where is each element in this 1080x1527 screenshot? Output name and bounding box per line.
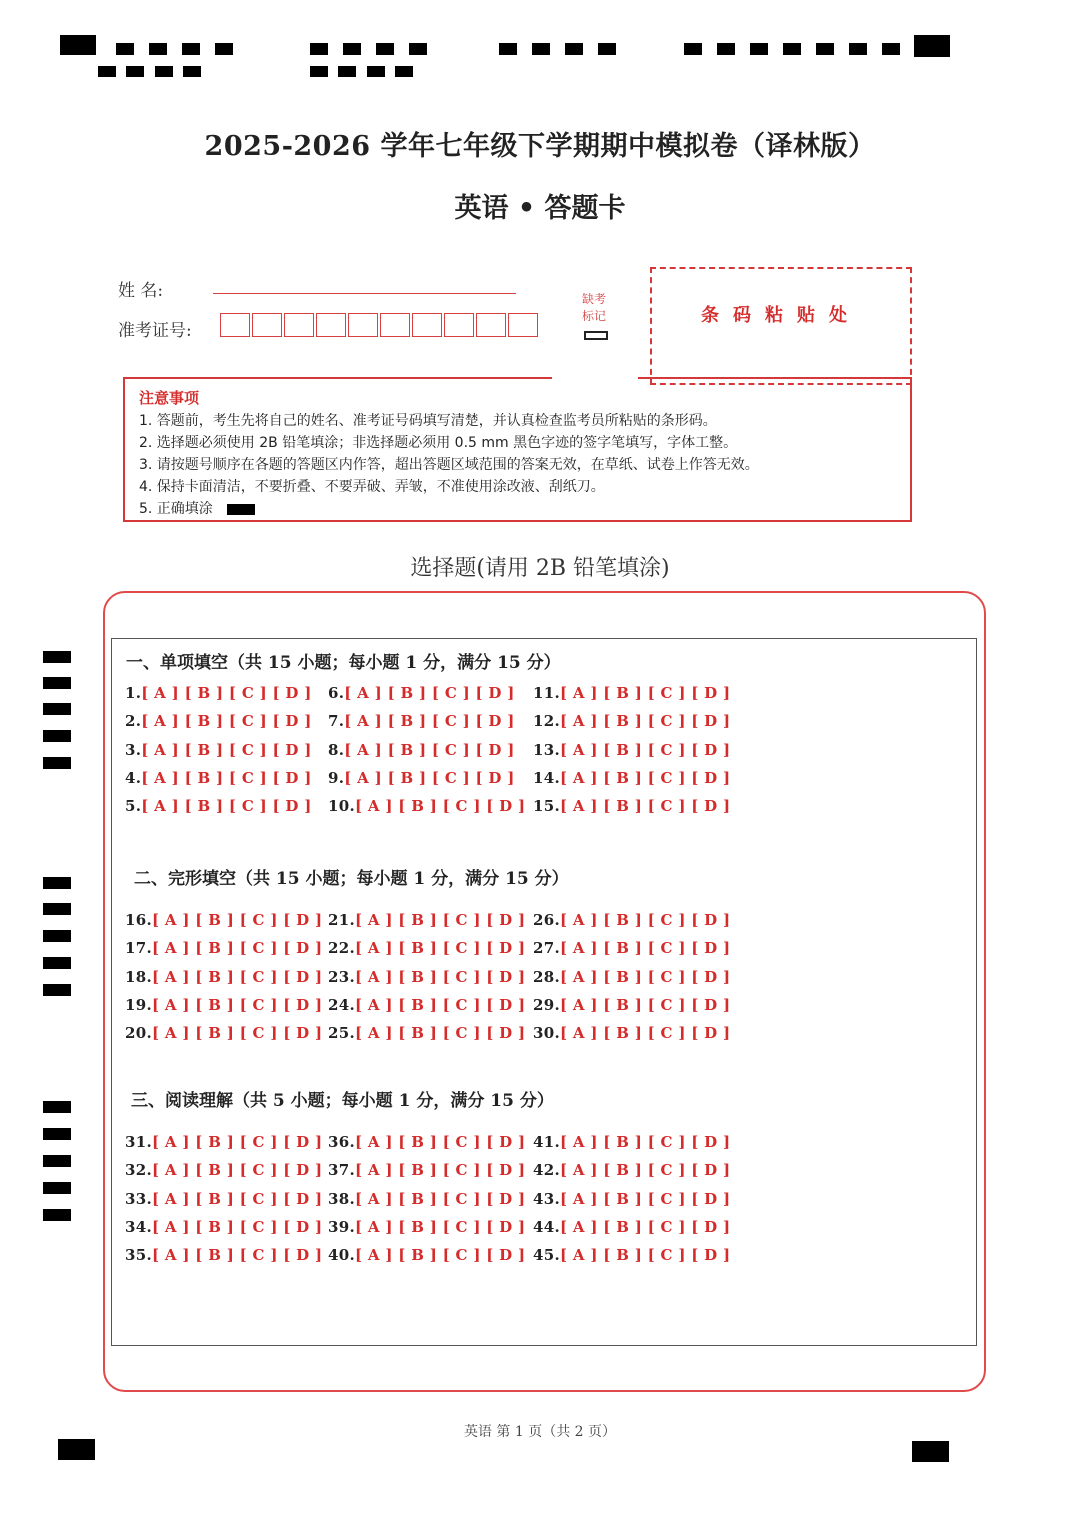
answer-options[interactable]: [ A ] [ B ] [ C ] [ D ] xyxy=(152,1246,323,1265)
barcode-area xyxy=(650,267,912,385)
answer-row[interactable] xyxy=(328,1218,525,1236)
answer-row[interactable] xyxy=(125,911,322,929)
answer-row[interactable] xyxy=(125,769,312,787)
question-number: 19. xyxy=(125,995,152,1014)
answer-row[interactable] xyxy=(328,1024,525,1042)
section-heading: 选择题(请用 2B 铅笔填涂) xyxy=(410,556,670,581)
answer-row[interactable] xyxy=(328,741,515,759)
id-digit-box[interactable] xyxy=(252,313,282,337)
answer-options[interactable]: [ A ] [ B ] [ C ] [ D ] xyxy=(355,939,526,958)
question-number: 21. xyxy=(328,911,355,929)
question-number: 23. xyxy=(328,967,355,986)
answer-options[interactable]: [ A ] [ B ] [ C ] [ D ] xyxy=(560,797,731,816)
question-number: 26. xyxy=(533,911,560,929)
notice-item: 3. 请按题号顺序在各题的答题区内作答，超出答题区域范围的答案无效，在草纸、试卷上作答无效。 xyxy=(139,457,759,473)
answer-options[interactable]: [ A ] [ B ] [ C ] [ D ] xyxy=(560,1189,731,1208)
question-number: 30. xyxy=(533,1024,560,1043)
question-number: 38. xyxy=(328,1189,355,1208)
part-title-1: 一、单项填空（共 15 小题；每小题 1 分，满分 15 分） xyxy=(126,653,561,673)
question-number: 11. xyxy=(533,684,560,702)
answer-options[interactable]: [ A ] [ B ] [ C ] [ D ] xyxy=(152,967,323,986)
question-number: 41. xyxy=(533,1133,560,1151)
answer-options[interactable]: [ A ] [ B ] [ C ] [ D ] xyxy=(141,797,312,816)
question-number: 44. xyxy=(533,1217,560,1236)
answer-row[interactable] xyxy=(125,1246,322,1264)
answer-options[interactable]: [ A ] [ B ] [ C ] [ D ] xyxy=(560,740,731,759)
id-digit-box[interactable] xyxy=(316,313,346,337)
answer-options[interactable]: [ A ] [ B ] [ C ] [ D ] xyxy=(560,995,731,1014)
question-number: 36. xyxy=(328,1133,355,1151)
question-number: 17. xyxy=(125,939,152,958)
answer-options[interactable]: [ A ] [ B ] [ C ] [ D ] xyxy=(560,1133,731,1151)
answer-options[interactable]: [ A ] [ B ] [ C ] [ D ] xyxy=(560,1161,731,1180)
answer-row[interactable] xyxy=(533,1024,730,1042)
answer-row[interactable] xyxy=(328,968,525,986)
question-number: 33. xyxy=(125,1189,152,1208)
id-digit-box[interactable] xyxy=(284,313,314,337)
answer-row[interactable] xyxy=(328,1133,525,1151)
answer-row[interactable] xyxy=(328,911,525,929)
id-digit-box[interactable] xyxy=(412,313,442,337)
answer-options[interactable]: [ A ] [ B ] [ C ] [ D ] xyxy=(355,797,526,816)
answer-row[interactable] xyxy=(533,911,730,929)
answer-row[interactable] xyxy=(328,1161,525,1179)
question-number: 28. xyxy=(533,967,560,986)
correct-fill-sample xyxy=(227,504,255,515)
notice-gap xyxy=(552,370,638,382)
answer-options[interactable]: [ A ] [ B ] [ C ] [ D ] xyxy=(355,1133,526,1151)
answer-options[interactable]: [ A ] [ B ] [ C ] [ D ] xyxy=(560,1024,731,1043)
id-digit-box[interactable] xyxy=(508,313,538,337)
question-number: 31. xyxy=(125,1133,152,1151)
answer-options[interactable]: [ A ] [ B ] [ C ] [ D ] xyxy=(152,1189,323,1208)
notice-item: 1. 答题前，考生先将自己的姓名、准考证号码填写清楚，并认真检查监考员所粘贴的条形码。 xyxy=(139,413,717,429)
question-number: 40. xyxy=(328,1246,355,1265)
answer-options[interactable]: [ A ] [ B ] [ C ] [ D ] xyxy=(152,911,323,929)
answer-row[interactable] xyxy=(328,712,515,730)
answer-row[interactable] xyxy=(533,1133,730,1151)
question-number: 45. xyxy=(533,1246,560,1265)
question-number: 43. xyxy=(533,1189,560,1208)
answer-row[interactable] xyxy=(125,797,312,815)
question-number: 35. xyxy=(125,1246,152,1265)
answer-row[interactable] xyxy=(533,939,730,957)
question-number: 13. xyxy=(533,740,560,759)
answer-options[interactable]: [ A ] [ B ] [ C ] [ D ] xyxy=(355,1246,526,1265)
missing-mark-box[interactable] xyxy=(584,331,608,340)
answer-options[interactable]: [ A ] [ B ] [ C ] [ D ] xyxy=(560,712,731,731)
answer-options[interactable]: [ A ] [ B ] [ C ] [ D ] xyxy=(355,967,526,986)
answer-row[interactable] xyxy=(328,797,525,815)
answer-options[interactable]: [ A ] [ B ] [ C ] [ D ] xyxy=(560,1217,731,1236)
part-title-3: 三、阅读理解（共 5 小题；每小题 1 分，满分 15 分） xyxy=(131,1091,554,1111)
question-number: 22. xyxy=(328,939,355,958)
answer-options[interactable]: [ A ] [ B ] [ C ] [ D ] xyxy=(560,1246,731,1265)
answer-options[interactable]: [ A ] [ B ] [ C ] [ D ] xyxy=(560,768,731,787)
answer-row[interactable] xyxy=(533,996,730,1014)
question-number: 10. xyxy=(328,797,355,816)
question-number: 39. xyxy=(328,1217,355,1236)
answer-row[interactable] xyxy=(125,1133,322,1151)
notice-item: 2. 选择题必须使用 2B 铅笔填涂；非选择题必须用 0.5 mm 黑色字迹的签字笔填写，字体工整。 xyxy=(139,435,738,451)
question-number: 16. xyxy=(125,911,152,929)
answer-row[interactable] xyxy=(125,712,312,730)
answer-row[interactable] xyxy=(533,712,730,730)
answer-row[interactable] xyxy=(533,1246,730,1264)
answer-options[interactable]: [ A ] [ B ] [ C ] [ D ] xyxy=(152,1133,323,1151)
missing-mark-label: 缺考标记 xyxy=(582,292,607,323)
question-number: 20. xyxy=(125,1024,152,1043)
page-title: 2025-2026 学年七年级下学期期中模拟卷（译林版） xyxy=(204,131,876,162)
answer-row[interactable] xyxy=(125,968,322,986)
answer-options[interactable]: [ A ] [ B ] [ C ] [ D ] xyxy=(152,1024,323,1043)
answer-options[interactable]: [ A ] [ B ] [ C ] [ D ] xyxy=(141,740,312,759)
answer-row[interactable] xyxy=(533,797,730,815)
question-number: 3. xyxy=(125,740,142,759)
id-digit-box[interactable] xyxy=(348,313,378,337)
answer-options[interactable]: [ A ] [ B ] [ C ] [ D ] xyxy=(355,1189,526,1208)
id-label: 准考证号: xyxy=(118,321,192,341)
answer-row[interactable] xyxy=(533,769,730,787)
question-number: 4. xyxy=(125,768,142,787)
answer-row[interactable] xyxy=(328,1246,525,1264)
notice-item: 5. 正确填涂 xyxy=(139,501,213,517)
answer-options[interactable]: [ A ] [ B ] [ C ] [ D ] xyxy=(141,712,312,731)
name-field[interactable] xyxy=(213,293,516,294)
answer-row[interactable] xyxy=(125,1161,322,1179)
answer-row[interactable] xyxy=(125,684,312,702)
question-number: 6. xyxy=(328,684,345,702)
answer-row[interactable] xyxy=(533,1161,730,1179)
answer-options[interactable]: [ A ] [ B ] [ C ] [ D ] xyxy=(152,995,323,1014)
question-number: 29. xyxy=(533,995,560,1014)
question-number: 2. xyxy=(125,712,142,731)
barcode-label: 条码粘贴处 xyxy=(701,305,861,326)
id-digit-box[interactable] xyxy=(380,313,410,337)
notice-item-fill xyxy=(139,498,759,520)
question-number: 14. xyxy=(533,768,560,787)
answer-row[interactable] xyxy=(125,996,322,1014)
answer-options[interactable]: [ A ] [ B ] [ C ] [ D ] xyxy=(344,684,515,702)
question-number: 12. xyxy=(533,712,560,731)
page-subtitle: 英语 • 答题卡 xyxy=(454,193,626,224)
answer-row[interactable] xyxy=(328,1190,525,1208)
question-number: 25. xyxy=(328,1024,355,1043)
answer-options[interactable]: [ A ] [ B ] [ C ] [ D ] xyxy=(152,1161,323,1180)
answer-options[interactable]: [ A ] [ B ] [ C ] [ D ] xyxy=(355,1217,526,1236)
question-number: 37. xyxy=(328,1161,355,1180)
answer-row[interactable] xyxy=(125,939,322,957)
question-number: 34. xyxy=(125,1217,152,1236)
answer-row[interactable] xyxy=(328,684,515,702)
answer-row[interactable] xyxy=(533,1190,730,1208)
answer-options[interactable]: [ A ] [ B ] [ C ] [ D ] xyxy=(355,995,526,1014)
notice-list xyxy=(139,410,759,520)
answer-row[interactable] xyxy=(125,741,312,759)
answer-options[interactable]: [ A ] [ B ] [ C ] [ D ] xyxy=(560,911,731,929)
answer-options[interactable]: [ A ] [ B ] [ C ] [ D ] xyxy=(152,1217,323,1236)
question-number: 32. xyxy=(125,1161,152,1180)
question-number: 5. xyxy=(125,797,142,816)
answer-row[interactable] xyxy=(328,996,525,1014)
id-number-boxes[interactable] xyxy=(220,313,540,337)
answer-options[interactable]: [ A ] [ B ] [ C ] [ D ] xyxy=(560,684,731,702)
answer-row[interactable] xyxy=(533,741,730,759)
part-title-2: 二、完形填空（共 15 小题；每小题 1 分，满分 15 分） xyxy=(134,869,569,889)
question-number: 18. xyxy=(125,967,152,986)
notice-item: 4. 保持卡面清洁，不要折叠、不要弄破、弄皱，不准使用涂改液、刮纸刀。 xyxy=(139,479,605,495)
answer-options[interactable]: [ A ] [ B ] [ C ] [ D ] xyxy=(344,712,515,731)
question-number: 42. xyxy=(533,1161,560,1180)
id-digit-box[interactable] xyxy=(444,313,474,337)
question-number: 8. xyxy=(328,740,345,759)
question-number: 9. xyxy=(328,768,345,787)
answer-options[interactable]: [ A ] [ B ] [ C ] [ D ] xyxy=(355,911,526,929)
id-digit-box[interactable] xyxy=(220,313,250,337)
answer-options[interactable]: [ A ] [ B ] [ C ] [ D ] xyxy=(141,768,312,787)
answer-row[interactable] xyxy=(533,684,730,702)
name-label: 姓 名: xyxy=(118,281,164,301)
answer-options[interactable]: [ A ] [ B ] [ C ] [ D ] xyxy=(560,939,731,958)
page-footer: 英语 第 1 页（共 2 页） xyxy=(463,1424,617,1440)
answer-options[interactable]: [ A ] [ B ] [ C ] [ D ] xyxy=(152,939,323,958)
notice-box xyxy=(123,377,912,522)
answer-options[interactable]: [ A ] [ B ] [ C ] [ D ] xyxy=(560,967,731,986)
answer-options[interactable]: [ A ] [ B ] [ C ] [ D ] xyxy=(355,1024,526,1043)
question-number: 27. xyxy=(533,939,560,958)
answer-row[interactable] xyxy=(125,1190,322,1208)
answer-row[interactable] xyxy=(533,968,730,986)
answer-options[interactable]: [ A ] [ B ] [ C ] [ D ] xyxy=(344,768,515,787)
answer-options[interactable]: [ A ] [ B ] [ C ] [ D ] xyxy=(355,1161,526,1180)
question-number: 24. xyxy=(328,995,355,1014)
answer-row[interactable] xyxy=(328,939,525,957)
answer-row[interactable] xyxy=(533,1218,730,1236)
question-number: 15. xyxy=(533,797,560,816)
answer-options[interactable]: [ A ] [ B ] [ C ] [ D ] xyxy=(344,740,515,759)
answer-row[interactable] xyxy=(125,1218,322,1236)
question-number: 7. xyxy=(328,712,345,731)
question-number: 1. xyxy=(125,684,142,702)
answer-options[interactable]: [ A ] [ B ] [ C ] [ D ] xyxy=(141,684,312,702)
notice-title: 注意事项 xyxy=(139,389,200,407)
id-digit-box[interactable] xyxy=(476,313,506,337)
answer-row[interactable] xyxy=(328,769,515,787)
answer-row[interactable] xyxy=(125,1024,322,1042)
